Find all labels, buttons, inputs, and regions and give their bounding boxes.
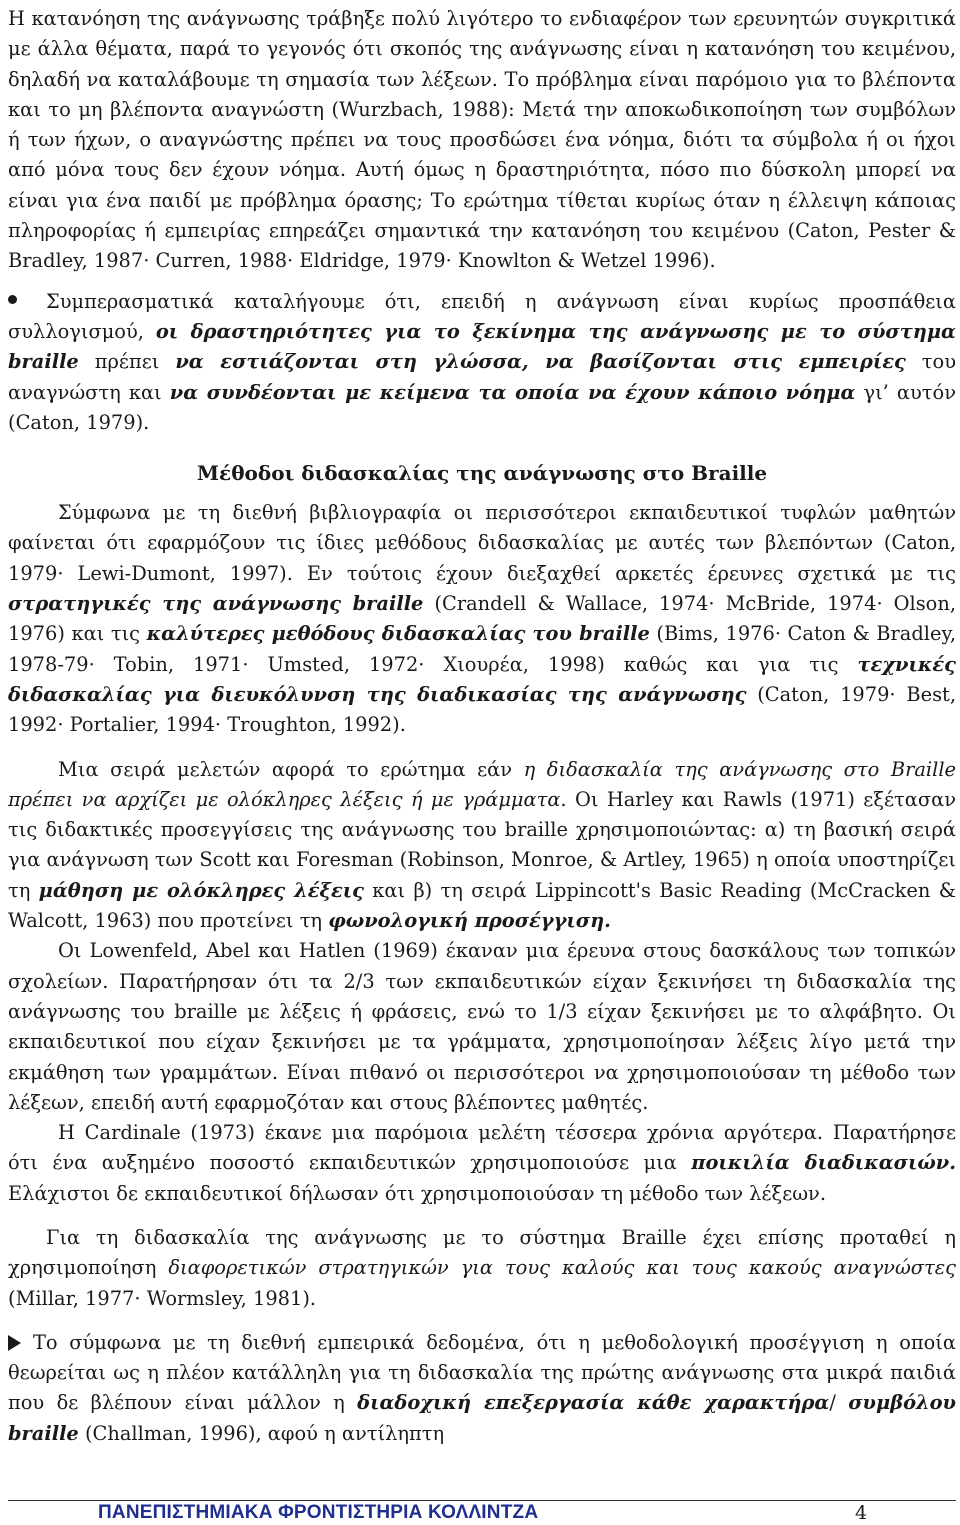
text-run: Σύμφωνα με τη διεθνή βιβλιογραφία οι περισσότεροι εκπαιδευτικοί τυφλών μαθητών φαίνεται ότι εφαρμόζουν τις ίδιες μεθόδους διδασκαλίας με αυτές των βλεπόντων (Caton, 1979· Lewi-Dumont, 1997). Εν τούτοις έχουν διεξαχθεί αρκετές έρευνες σχετικά με τις [8, 501, 956, 585]
emphasis-run: να εστιάζονται στη γλώσσα, να βασίζονται στις εμπειρίες [175, 350, 906, 374]
paragraph-lowenfeld-study: Οι Lowenfeld, Abel και Hatlen (1969) έκαναν μια έρευνα στους δασκάλους των τοπικών σχολείων. Παρατήρησαν ότι τα 2/3 των εκπαιδευτικών είχαν ξεκινήσει τη διδασκαλία της ανάγνωσης του braille με λέξεις ή φράσεις, ενώ το 1/3 είχαν ξεκινήσει με το αλφάβητο. Οι εκπαιδευτικοί που είχαν ξεκινήσει με τα γράμματα, χρησιμοποίησαν λέξεις λίγο μετά την εκμάθηση των γραμμάτων. Είναι πιθανό οι περισσότεροι να χρησιμοποιούσαν τη μέθοδο των λέξεων, επειδή αυτή εφαρμοζόταν και στους βλέποντες μαθητές. [8, 939, 956, 1114]
bullet-icon [8, 295, 17, 304]
text-run: (Challman, 1996), αφού η αντίληπτη [78, 1421, 445, 1445]
text-run: Ελάχιστοι δε εκπαιδευτικοί δήλωσαν ότι χρησιμοποιούσαν τη μέθοδο των λέξεων. [8, 1181, 827, 1205]
footer-title: ΠΑΝΕΠΙΣΤΗΜΙΑΚΑ ΦΡΟΝΤΙΣΤΗΡΙΑ ΚΟΛΛΙΝΤΖΑ [98, 1502, 539, 1523]
text-run: και β) τη σειρά Lippincott's Basic Reading (McCracken & Walcott, 1963) που προτείνει τη [8, 878, 956, 933]
text-run: Συμπερασματικά καταλήγουμε ότι, επειδή η ανάγνωση είναι κυρίως προσπάθεια συλλογισμού, [8, 289, 956, 343]
text-run: Μια σειρά μελετών αφορά το ερώτημα εάν [58, 757, 524, 781]
bullet-item-conclusion [8, 287, 956, 438]
paragraph-teaching-methods [8, 498, 956, 740]
paragraph-strategies [8, 1223, 956, 1314]
footer-divider [8, 1500, 956, 1501]
bullet-text [8, 287, 956, 438]
text-run: (Millar, 1977· Wormsley, 1981). [8, 1286, 317, 1310]
paragraph-cardinale-study [8, 1118, 956, 1209]
text-run: (Crandell & Wallace, 1974· McBride, 1974· Olson, 1976) και τις [8, 592, 957, 646]
document-page [8, 0, 956, 1449]
italic-run: διαφορετικών στρατηγικών για τους καλούς και τους κακούς αναγνώστες [168, 1256, 956, 1280]
emphasis-run: στρατηγικές της ανάγνωσης braille [8, 592, 424, 616]
text-run: Οι Harley και Rawls (1971) εξέτασαν τις διδακτικές προσεγγίσεις της ανάγνωσης του braille χρησιμοποιώντας: α) τη βασική σειρά για ανάγνωση των Scott και Foresman (Robinson, Monroe, & Artley, 1965) η οποία υποστηρίζει τη [8, 787, 957, 902]
paragraph-reading-comprehension: Η κατανόηση της ανάγνωσης τράβηξε πολύ λιγότερο το ενδιαφέρον των ερευνητών συγκριτικά με άλλα θέματα, παρά το γεγονός ότι σκοπός της ανάγνωσης είναι η κατανόηση του κειμένου, δηλαδή να καταλάβουμε τη σημασία των λέξεων. Το πρόβλημα είναι παρόμοιο για το βλέποντα και το μη βλέποντα αναγνώστη (Wurzbach, 1988): Μετά την αποκωδικοποίηση των συμβόλων ή των ήχων, ο αναγνώστης πρέπει να τους προσδώσει ένα νόημα, διότι τα σύμβολα ή οι ήχοι από μόνα τους δεν έχουν νόημα. Αυτή όμως η δραστηριότητα, πόσο πιο δύσκολη μπορεί να είναι για ένα παιδί με πρόβλημα όρασης; Το ερώτημα τίθεται κυρίως όταν η έλλειψη κάποιας πληροφορίας ή εμπειρίας επηρεάζει σημαντικά την κατανόηση του κειμένου (Caton, Pester & Bradley, 1987· Curren, 1988· Eldridge, 1979· Knowlton & Wetzel 1996). [8, 7, 956, 273]
text-run: πρέπει [78, 350, 176, 374]
arrow-bullet-icon [8, 1335, 21, 1351]
emphasis-run: να συνδέονται με κείμενα τα οποία να έχουν κάποιο νόημα [169, 380, 856, 404]
text-run: (Caton, 1979· Best, 1992· Portalier, 1994· Troughton, 1992). [8, 682, 956, 737]
emphasis-run: μάθηση με ολόκληρες λέξεις [38, 878, 364, 902]
text-run: Η Cardinale (1973) έκανε μια παρόμοια μελέτη τέσσερα χρόνια αργότερα. Παρατήρησε ότι ένα αυξημένο ποσοστό εκπαιδευτικών χρησιμοποιούσε μια [8, 1121, 956, 1175]
text-run: Για τη διδασκαλία της ανάγνωσης με το σύστημα Braille έχει επίσης προταθεί η χρησιμοποίηση [8, 1225, 956, 1280]
emphasis-run: καλύτερες μεθόδους διδασκαλίας του braille [146, 622, 650, 646]
emphasis-run: οι δραστηριότητες για το ξεκίνημα της ανάγνωσης με το σύστημα braille [8, 319, 956, 374]
text-run: Το σύμφωνα με τη διεθνή εμπειρικά δεδομένα, ότι η μεθοδολογική προσέγγιση η οποία θεωρείται ως η πλέον κατάλληλη για τη διδασκαλία της πρώτης ανάγνωσης στα μικρά παιδιά που δε βλέπουν είναι μάλλον η [8, 1330, 956, 1415]
emphasis-run: συμβόλου braille [8, 1391, 956, 1445]
emphasis-run: διαδοχική επεξεργασία κάθε χαρακτήρα [357, 1391, 830, 1415]
text-run: του αναγνώστη και [8, 350, 956, 404]
italic-run: η διδασκαλία της ανάγνωσης στο Braille πρέπει να αρχίζει με ολόκληρες λέξεις ή με γράμματα. [8, 757, 956, 811]
paragraph-whole-words-vs-letters [8, 755, 956, 937]
text-run: γι’ αυτόν (Caton, 1979). [8, 380, 956, 434]
text-run: (Bims, 1976· Caton & Bradley, 1978-79· Tobin, 1971· Umsted, 1972· Χιουρέα, 1998) καθώς και για τις [8, 622, 956, 676]
emphasis-run: ποικιλία διαδικασιών. [691, 1151, 956, 1175]
emphasis-run: τεχνικές διδασκαλίας για διευκόλυνση της διαδικασίας της ανάγνωσης [8, 652, 956, 706]
section-title: Μέθοδοι διδασκαλίας της ανάγνωσης στο Braille [196, 461, 768, 486]
page-number: 4 [855, 1502, 868, 1524]
text-run: / [829, 1391, 849, 1415]
emphasis-run: φωνολογική προσέγγιση. [328, 909, 611, 933]
arrow-item-sequential-processing [8, 1328, 956, 1449]
